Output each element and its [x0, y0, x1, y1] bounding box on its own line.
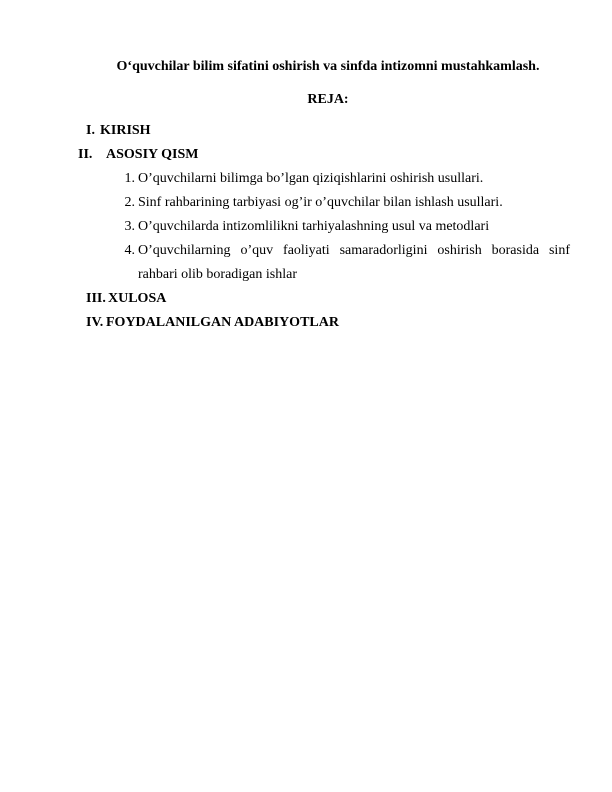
section-references — [0, 314, 612, 332]
list-item-number: 1. — [124, 171, 135, 186]
list-item-text: Sinf rahbarining tarbiyasi og’ir o’quvchilar bilan ishlash usullari. — [138, 195, 503, 210]
list-item-text: O’quvchilarda intizomlilikni tarhiyalashning usul va metodlari — [138, 219, 490, 234]
list-item-text: O’quvchilarni bilimga bo’lgan qiziqishlarini oshirish usullari. — [138, 171, 484, 186]
list-item — [115, 194, 570, 212]
section-conclusion — [0, 290, 612, 308]
section-label: XULOSA — [108, 291, 167, 306]
list-item-text: O’quvchilarning o’quv faoliyati samaradorligini oshirish borasida sinf rahbari olib boradigan ishlar — [138, 243, 570, 282]
section-number: II. — [78, 147, 93, 162]
list-item — [115, 170, 570, 188]
section-number: I. — [86, 123, 95, 138]
section-number: III. — [86, 291, 106, 306]
section-label: FOYDALANILGAN ADABIYOTLAR — [106, 315, 339, 330]
list-item-number: 3. — [124, 219, 135, 234]
list-item-number: 2. — [124, 195, 135, 210]
list-item-number: 4. — [124, 243, 135, 258]
section-number: IV. — [86, 315, 104, 330]
section-label: KIRISH — [100, 123, 151, 138]
section-main-part — [0, 146, 612, 164]
list-item — [115, 218, 570, 236]
document-title: O‘quvchilar bilim sifatini oshirish va sinfda intizomni mustahkamlash. — [116, 59, 540, 74]
plan-heading: REJA: — [307, 92, 349, 107]
section-introduction — [0, 122, 612, 140]
section-label: ASOSIY QISM — [106, 147, 199, 162]
list-item — [115, 242, 570, 284]
